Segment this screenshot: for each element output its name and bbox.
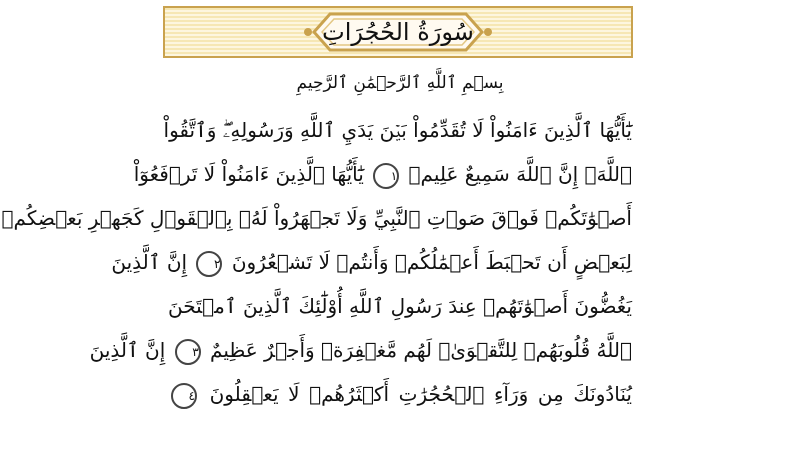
- surah-title: سُورَةُ الحُجُرَاتِ: [322, 18, 474, 46]
- ayah-number-marker: ٤: [171, 383, 197, 409]
- verse-text: لِبَعۡضٍ أَن تَحۡبَطَ أَعۡمَٰلُكُمۡ وَأَنتُمۡ لَا تَشۡعُرُونَ: [231, 250, 632, 274]
- verse-line: [133, 152, 632, 196]
- verse-line: [89, 328, 632, 372]
- verse-text: إِنَّ ٱلَّذِينَ: [89, 338, 166, 362]
- verse-text: يَٰٓأَيُّهَا ٱلَّذِينَ ءَامَنُواْ لَا تَرۡفَعُوٓاْ: [133, 162, 364, 186]
- surah-title-cartouche: [300, 8, 496, 56]
- verse-text: يُنَادُونَكَ مِن وَرَآءِ ٱلۡحُجُرَٰتِ أَكۡثَرُهُمۡ لَا يَعۡقِلُونَ: [209, 382, 632, 406]
- verse-text: ٱللَّهُ قُلُوبَهُمۡ لِلتَّقۡوَىٰۚ لَهُم مَّغۡفِرَةٞ وَأَجۡرٌ عَظِيمٌ: [210, 338, 632, 362]
- verse-text: إِنَّ ٱلَّذِينَ: [111, 250, 188, 274]
- verse-line: [168, 372, 632, 416]
- verse-line: [1, 196, 632, 240]
- verse-line: [163, 108, 632, 152]
- verse-text: ٱللَّهَۚ إِنَّ ٱللَّهَ سَمِيعٌ عَلِيمٞ: [408, 162, 632, 186]
- ayah-number-marker: ١: [373, 163, 399, 189]
- verse-text: يَغُضُّونَ أَصۡوَٰتَهُمۡ عِندَ رَسُولِ ٱللَّهِ أُوْلَٰٓئِكَ ٱلَّذِينَ ٱمۡتَحَنَ: [168, 294, 632, 318]
- verse-text: أَصۡوَٰتَكُمۡ فَوۡقَ صَوۡتِ ٱلنَّبِيِّ وَلَا تَجۡهَرُواْ لَهُۥ بِٱلۡقَوۡلِ كَجَهۡرِ بَعۡضِكُمۡ: [1, 206, 632, 230]
- ayah-number-marker: ٣: [175, 339, 201, 365]
- verse-text: يَٰٓأَيُّهَا ٱلَّذِينَ ءَامَنُواْ لَا تُقَدِّمُواْ بَيۡنَ يَدَيِ ٱللَّهِ وَرَسُولِهِۦۖ وَٱتَّقُواْ: [163, 118, 632, 142]
- basmala: بِسۡمِ ٱللَّهِ ٱلرَّحۡمَٰنِ ٱلرَّحِيمِ: [296, 73, 504, 93]
- verse-line: [168, 284, 632, 328]
- verse-line: [111, 240, 632, 284]
- ayah-number-marker: ٢: [196, 251, 222, 277]
- verse-lines: [1, 108, 632, 416]
